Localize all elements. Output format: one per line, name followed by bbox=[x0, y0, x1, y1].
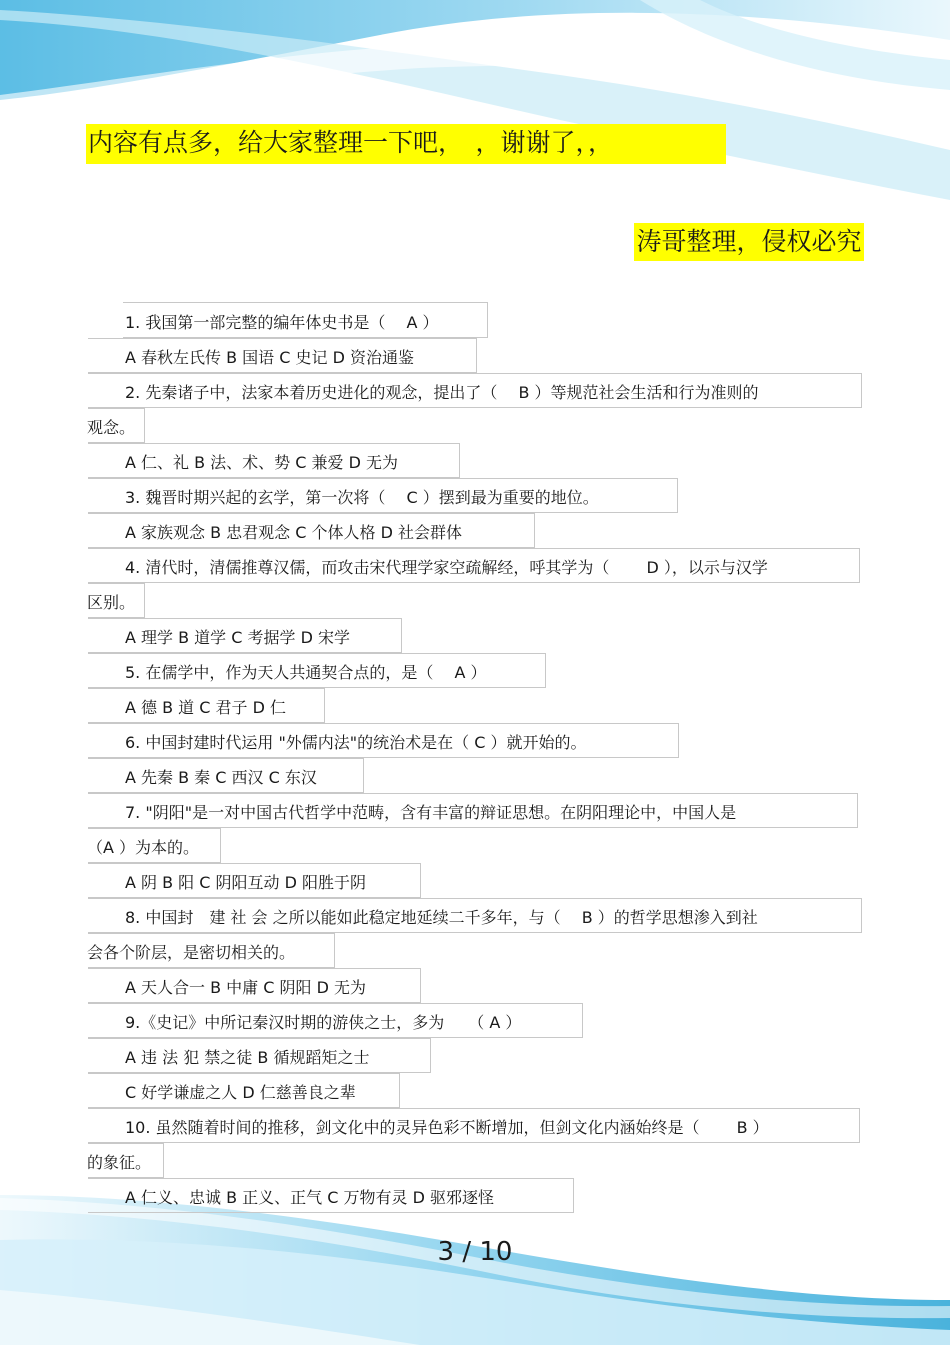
question-10-stem-cont: 的象征。 bbox=[87, 1153, 152, 1172]
question-6-stem: 6. 中国封建时代运用 "外儒内法"的统治术是在（ C ）就开始的。 bbox=[125, 733, 587, 752]
question-4-stem-cont: 区别。 bbox=[87, 593, 136, 612]
question-3-stem: 3. 魏晋时期兴起的玄学，第一次将（ C ）摆到最为重要的地位。 bbox=[125, 488, 599, 507]
question-2-options: A 仁、礼 B 法、术、势 C 兼爱 D 无为 bbox=[125, 453, 399, 472]
page-indicator: 3 / 10 bbox=[437, 1237, 513, 1267]
question-1-options: A 春秋左氏传 B 国语 C 史记 D 资治通鉴 bbox=[125, 348, 415, 367]
signature-banner: 涛哥整理，侵权必究 bbox=[634, 223, 864, 261]
question-10-options: A 仁义、忠诚 B 正义、正气 C 万物有灵 D 驱邪逐怪 bbox=[125, 1188, 495, 1207]
question-3-options: A 家族观念 B 忠君观念 C 个体人格 D 社会群体 bbox=[125, 523, 463, 542]
question-7-stem: 7. "阴阳"是一对中国古代哲学中范畴，含有丰富的辩证思想。在阴阳理论中，中国人是 bbox=[125, 803, 737, 822]
question-4-stem: 4. 清代时，清儒推尊汉儒，而攻击宋代理学家空疏解经，呼其学为（ D ），以示与汉学 bbox=[125, 558, 768, 577]
question-8-stem-cont: 会各个阶层，是密切相关的。 bbox=[87, 943, 296, 962]
question-8-options: A 天人合一 B 中庸 C 阴阳 D 无为 bbox=[125, 978, 367, 997]
question-7-stem-cont: （A ）为本的。 bbox=[87, 838, 200, 857]
question-4-options: A 理学 B 道学 C 考据学 D 宋学 bbox=[125, 628, 351, 647]
question-7-options: A 阴 B 阳 C 阴阳互动 D 阳胜于阴 bbox=[125, 873, 367, 892]
question-2-stem-cont: 观念。 bbox=[87, 418, 136, 437]
question-10-stem: 10. 虽然随着时间的推移，剑文化中的灵异色彩不断增加，但剑文化内涵始终是（ B ） bbox=[125, 1118, 769, 1137]
question-6-options: A 先秦 B 秦 C 西汉 C 东汉 bbox=[125, 768, 317, 787]
question-9-options-cont: C 好学谦虚之人 D 仁慈善良之辈 bbox=[125, 1083, 356, 1102]
question-5-options: A 德 B 道 C 君子 D 仁 bbox=[125, 698, 287, 717]
question-9-options: A 违 法 犯 禁之徒 B 循规蹈矩之士 bbox=[125, 1048, 370, 1067]
question-8-stem: 8. 中国封 建 社 会 之所以能如此稳定地延续二千多年，与（ B ）的哲学思想渗入到社 bbox=[125, 908, 758, 927]
title-banner: 内容有点多，给大家整理一下吧， ，谢谢了，， bbox=[86, 124, 726, 164]
question-9-stem: 9.《史记》中所记秦汉时期的游侠之士，多为 （ A ） bbox=[125, 1013, 522, 1032]
question-2-stem: 2. 先秦诸子中，法家本着历史进化的观念，提出了（ B ）等规范社会生活和行为准则的 bbox=[125, 383, 759, 402]
question-1-stem: 1. 我国第一部完整的编年体史书是（ A ） bbox=[125, 313, 439, 332]
question-5-stem: 5. 在儒学中，作为天人共通契合点的，是（ A ） bbox=[125, 663, 487, 682]
